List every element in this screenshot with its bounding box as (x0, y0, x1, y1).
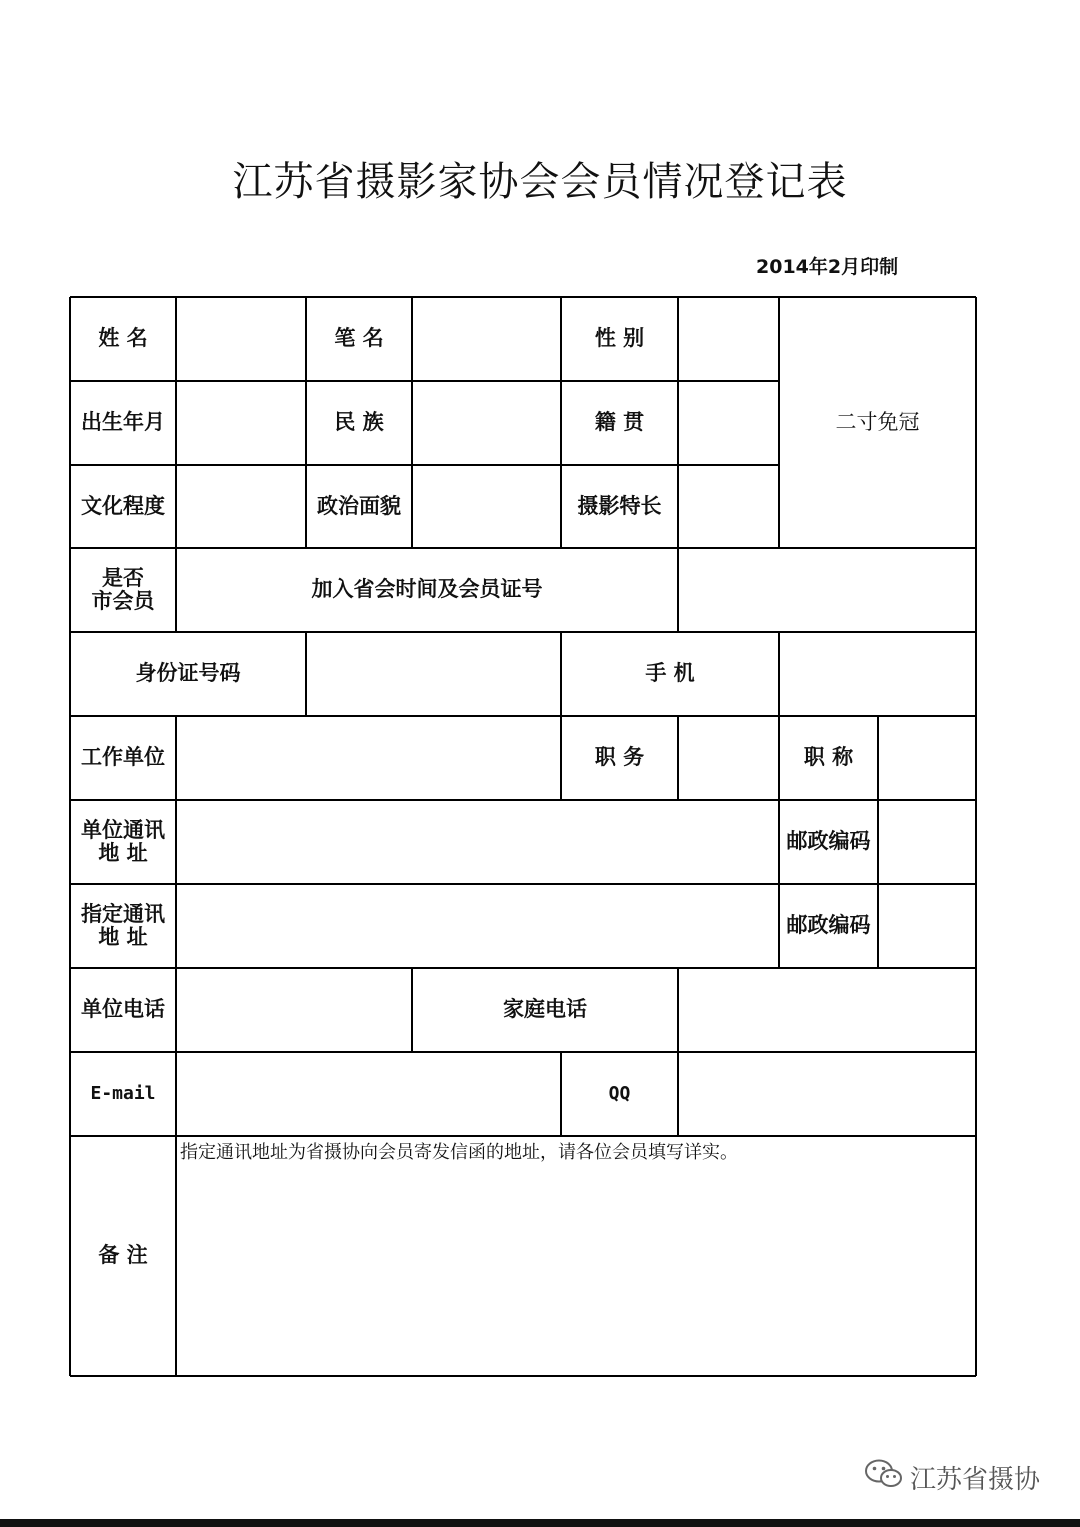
field-work-unit[interactable] (176, 716, 561, 800)
footer-watermark (864, 1458, 1040, 1497)
field-name[interactable] (176, 297, 306, 381)
field-title-rank[interactable] (878, 716, 976, 800)
label-pen-name: 笔 名 (334, 326, 384, 351)
label-specialty: 摄影特长 (577, 493, 662, 518)
remarks-note: 指定通讯地址为省摄协向会员寄发信函的地址，请各位会员填写详实。 (180, 1142, 738, 1163)
field-unit-address[interactable] (176, 800, 779, 884)
label-ethnicity: 民 族 (334, 410, 384, 435)
bottom-bar (0, 1519, 1080, 1527)
account-name: 江苏省摄协 (910, 1465, 1041, 1495)
field-email[interactable] (176, 1052, 561, 1136)
label-political: 政治面貌 (317, 493, 401, 518)
field-postcode-1[interactable] (878, 800, 976, 884)
field-political[interactable] (412, 465, 561, 548)
field-postcode-2[interactable] (878, 884, 976, 968)
field-gender[interactable] (678, 297, 779, 381)
field-designated-address[interactable] (176, 884, 779, 968)
field-pen-name[interactable] (412, 297, 561, 381)
label-education: 文化程度 (81, 493, 165, 518)
label-position: 职 务 (594, 745, 645, 770)
field-join-info[interactable] (678, 548, 976, 632)
field-id-number[interactable] (306, 632, 561, 716)
label-remarks: 备 注 (98, 1243, 148, 1268)
wechat-icon (864, 1458, 904, 1497)
field-ethnicity[interactable] (412, 381, 561, 465)
photo-area[interactable]: 二寸免冠 (835, 409, 920, 434)
label-native-place: 籍 贯 (594, 410, 645, 435)
label-home-phone: 家庭电话 (503, 997, 587, 1022)
form-title: 江苏省摄影家协会会员情况登记表 (232, 159, 848, 205)
label-postcode-1: 邮政编码 (786, 829, 871, 854)
field-birth[interactable] (176, 381, 306, 465)
field-mobile[interactable] (779, 632, 976, 716)
label-designated-address: 指定通讯 地 址 (81, 901, 165, 949)
label-unit-address: 单位通讯 地 址 (81, 817, 165, 865)
field-work-phone[interactable] (176, 968, 412, 1052)
field-education[interactable] (176, 465, 306, 548)
field-specialty[interactable] (678, 465, 779, 548)
label-city-member: 是否 市会员 (91, 565, 155, 613)
label-gender: 性 别 (594, 326, 645, 351)
field-position[interactable] (678, 716, 779, 800)
label-name: 姓 名 (98, 326, 148, 351)
label-id-number: 身份证号码 (135, 661, 241, 686)
label-mobile: 手 机 (645, 661, 695, 686)
field-qq[interactable] (678, 1052, 976, 1136)
label-title-rank: 职 称 (803, 745, 854, 770)
print-date: 2014年2月印制 (756, 256, 899, 278)
field-native-place[interactable] (678, 381, 779, 465)
field-home-phone[interactable] (678, 968, 976, 1052)
label-postcode-2: 邮政编码 (786, 913, 871, 938)
label-work-unit: 工作单位 (81, 745, 165, 770)
label-birth: 出生年月 (81, 410, 165, 435)
label-work-phone: 单位电话 (81, 997, 165, 1022)
label-join-info: 加入省会时间及会员证号 (311, 577, 543, 602)
label-qq: QQ (608, 1083, 631, 1105)
label-email: E-mail (90, 1083, 156, 1105)
